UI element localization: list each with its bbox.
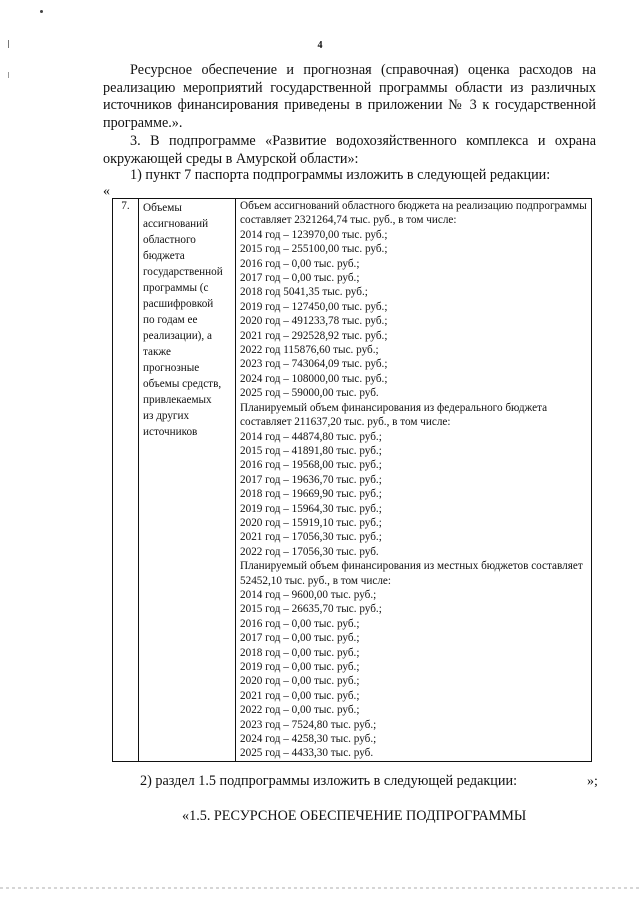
label-line: программы (с [143,282,209,294]
local-budget-year: 2025 год – 4433,30 тыс. руб. [240,747,374,760]
scan-mark [8,72,9,78]
closing-quote: »; [587,774,598,789]
label-line: бюджета [143,250,185,262]
federal-budget-year: 2017 год – 19636,70 тыс. руб.; [240,473,382,486]
regional-budget-year: 2024 год – 108000,00 тыс. руб.; [240,372,388,385]
federal-budget-year: 2014 год – 44874,80 тыс. руб.; [240,430,382,443]
scan-speck [40,10,43,13]
local-budget-year: 2021 год – 0,00 тыс. руб.; [240,689,360,702]
regional-budget-year: 2021 год – 292528,92 тыс. руб.; [240,329,388,342]
local-budget-year: 2018 год – 0,00 тыс. руб.; [240,646,360,659]
local-budget-year: 2022 год – 0,00 тыс. руб.; [240,704,360,717]
label-line: государственной [143,266,223,278]
opening-quote: « [103,184,110,199]
paragraph-resource-provision: Ресурсное обеспечение и прогнозная (справочная) оценка расходов на реализацию мероприятий государственной программы области из различных источников финансирования приведены в приложении № 3 к государственной программе.». [103,62,596,131]
local-budget-year: 2016 год – 0,00 тыс. руб.; [240,617,360,630]
label-line: также [143,346,171,358]
regional-budget-year: 2014 год – 123970,00 тыс. руб.; [240,228,388,241]
row-number: 7. [113,199,139,762]
local-budget-header: Планируемый объем финансирования из местных бюджетов составляет 52452,10 тыс. руб., в том числе: [240,560,583,587]
label-line: объемы средств, [143,378,222,390]
federal-budget-header: Планируемый объем финансирования из федерального бюджета составляет 211637,20 тыс. руб., в том числе: [240,401,548,429]
label-line: привлекаемых [143,394,212,406]
regional-budget-year: 2025 год – 59000,00 тыс. руб. [240,387,379,400]
federal-budget-year: 2015 год – 41891,80 тыс. руб.; [240,444,382,457]
regional-budget-year: 2016 год – 0,00 тыс. руб.; [240,257,360,270]
regional-budget-header: Объем ассигнований областного бюджета на реализацию подпрограммы составляет 2321264,74 тыс. руб., в том числе: [240,200,587,227]
label-line: из других [143,410,190,422]
label-line: источников [143,426,198,438]
regional-budget-year: 2019 год – 127450,00 тыс. руб.; [240,300,388,313]
local-budget-year: 2017 год – 0,00 тыс. руб.; [240,632,360,645]
local-budget-year: 2020 год – 0,00 тыс. руб.; [240,675,360,688]
paragraph-section-amendment: 2) раздел 1.5 подпрограммы изложить в следующей редакции: [140,773,518,789]
paragraph-subprogram-amendment: 3. В подпрограмме «Развитие водохозяйственного комплекса и охрана окружающей среды в Амурской области»: [103,133,596,167]
regional-budget-year: 2017 год – 0,00 тыс. руб.; [240,272,360,285]
label-line: по годам ее [143,314,198,326]
table-row [113,199,592,762]
page-number: 4 [317,40,323,51]
label-line: расшифровкой [143,298,214,310]
label-line: ассигнований [143,218,209,230]
regional-budget-year: 2023 год – 743064,09 тыс. руб.; [240,358,388,371]
row-value [236,199,592,762]
label-line: Объемы [143,202,182,214]
label-line: областного [143,234,196,246]
local-budget-year: 2024 год – 4258,30 тыс. руб.; [240,733,377,746]
federal-budget-year: 2016 год – 19568,00 тыс. руб.; [240,459,382,472]
federal-budget-year: 2022 год – 17056,30 тыс. руб. [240,545,379,558]
section-title: «1.5. РЕСУРСНОЕ ОБЕСПЕЧЕНИЕ ПОДПРОГРАММЫ [182,808,527,824]
regional-budget-year: 2018 год 5041,35 тыс. руб.; [240,286,368,299]
label-line: реализации), а [143,330,212,342]
federal-budget-year: 2018 год – 19669,90 тыс. руб.; [240,488,382,501]
row-label [139,199,236,762]
paragraph-passport-item: 1) пункт 7 паспорта подпрограммы изложить в следующей редакции: [130,167,551,183]
federal-budget-year: 2020 год – 15919,10 тыс. руб.; [240,516,382,529]
local-budget-year: 2019 год – 0,00 тыс. руб.; [240,661,360,673]
regional-budget-year: 2022 год 115876,60 тыс. руб.; [240,344,379,357]
federal-budget-year: 2021 год – 17056,30 тыс. руб.; [240,531,382,544]
local-budget-year: 2023 год – 7524,80 тыс. руб.; [240,718,377,731]
passport-table [112,198,592,762]
label-line: прогнозные [143,362,200,374]
scan-artifact [0,887,640,889]
regional-budget-year: 2015 год – 255100,00 тыс. руб.; [240,243,388,256]
federal-budget-year: 2019 год – 15964,30 тыс. руб.; [240,502,382,515]
local-budget-year: 2015 год – 26635,70 тыс. руб.; [240,603,382,616]
local-budget-year: 2014 год – 9600,00 тыс. руб.; [240,588,377,601]
regional-budget-year: 2020 год – 491233,78 тыс. руб.; [240,315,388,328]
